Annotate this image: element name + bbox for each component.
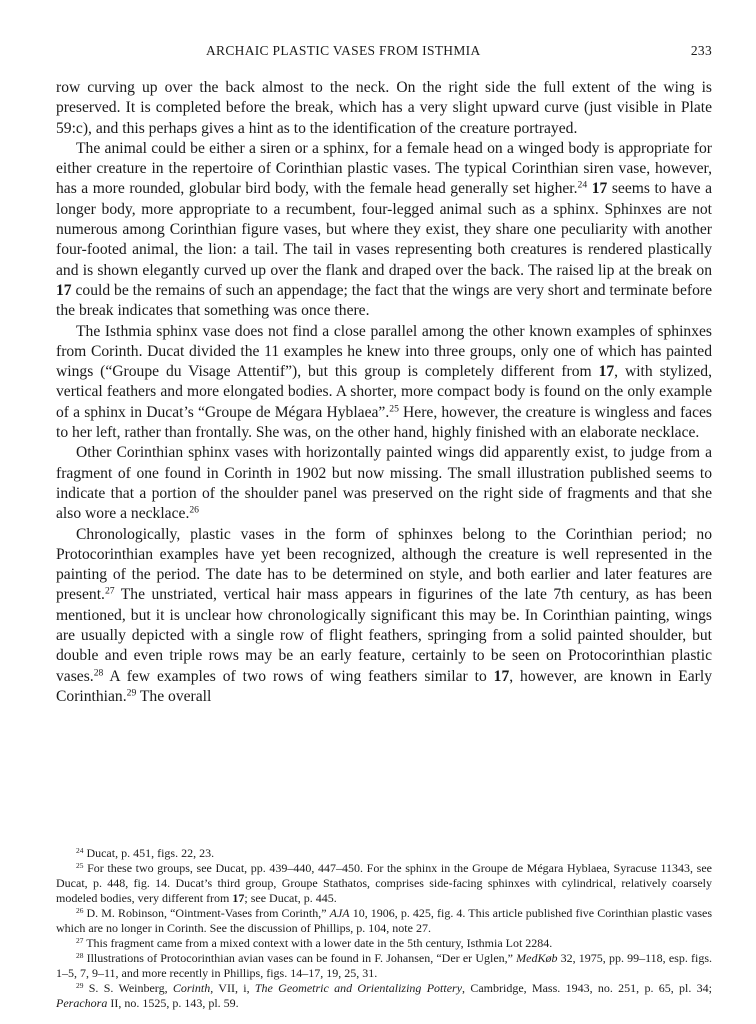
footnote-24	[56, 846, 712, 861]
footnote-ref-26: 26	[189, 504, 199, 516]
footnote-text: ; see Ducat, p. 445.	[244, 891, 337, 905]
p3-text-c: Here, however, the creature is wingless and faces to her left, rather than frontally. She was, on the other hand, highly finished with an elaborate necklace.	[56, 403, 712, 442]
catalogue-ref: 17	[591, 180, 608, 198]
footnote-29	[56, 981, 712, 1011]
footnote-text: 32, 1975, pp. 99–118, esp. figs. 1–5, 7, 9–11, and more recently in Phillips, figs. 14–17, 19, 25, 31.	[56, 951, 712, 980]
p2-text-a: The animal could be either a siren or a sphinx, for a female head on a winged body is appropriate for either creature in the repertoire of Corinthian plastic vases. The typical Corinthian siren vase, however, has a more rounded, globular bird body, with the female head generally set higher.	[56, 139, 712, 198]
footnotes	[56, 846, 712, 1011]
footnote-text: D. M. Robinson, “Ointment-Vases from Corinth,”	[83, 906, 330, 920]
running-title: ARCHAIC PLASTIC VASES FROM ISTHMIA	[206, 43, 481, 58]
p3-text-b: , with stylized, vertical feathers and more elongated bodies. A shorter, more compact body is found on the only example of a sphinx in Ducat’s “Groupe de Mégara Hyblaea”.	[56, 363, 712, 421]
footnote-number: 27	[76, 935, 84, 945]
footnote-ref-24: 24	[577, 180, 588, 192]
footnote-text: For these two groups, see Ducat, pp. 439–440, 447–450. For the sphinx in the Groupe de Mégara Hyblaea, Syracuse 11343, see Ducat, p. 448, fig. 14. Ducat’s third group, Groupe Stathatos, comprises side-facing sphinxes with cylindrical, relatively coarsely modeled bodies, very different from	[56, 861, 712, 905]
footnote-28	[56, 951, 712, 981]
footnote-number: 24	[76, 845, 84, 855]
p4-text-a: Other Corinthian sphinx vases with horizontally painted wings did apparently exist, to judge from a fragment of one found in Corinth in 1902 but now missing. The small illustration published seems to indicate that a portion of the shoulder panel was preserved on the right side of fragments and that she also wore a necklace.	[56, 444, 712, 523]
page-number: 233	[690, 43, 712, 58]
p2-text-c: could be the remains of such an appendage; the fact that the wings are very short and terminate before the break indicates that something was once there.	[56, 281, 712, 320]
p5-text-a: Chronologically, plastic vases in the form of sphinxes belong to the Corinthian period; no Protocorinthian examples have yet been recognized, although the creature is well represented in the painting of the period. The date has to be determined on style, and both earlier and later features are present.	[56, 525, 712, 604]
footnote-number: 29	[76, 980, 84, 990]
footnote-text: , VII, i,	[210, 981, 255, 995]
p5-text-b: The unstriated, vertical hair mass appears in figurines of the late 7th century, as has been mentioned, but it is unclear how chronologically significant this may be. In Corinthian painting, wings are usually depicted with a single row of flight feathers, springing from a solid painted shoulder, but double and even triple rows may be an early feature, certainly to be seen on Protocorinthian plastic vases.	[56, 586, 712, 685]
footnote-ref-25: 25	[389, 403, 399, 415]
footnote-text: II, no. 1525, p. 143, pl. 59.	[107, 996, 239, 1010]
footnote-27	[56, 936, 712, 951]
footnote-number: 25	[76, 860, 84, 870]
footnote-26	[56, 906, 712, 936]
footnote-text: This fragment came from a mixed context with a lower date in the 5th century, Isthmia Lot 2284.	[83, 936, 553, 950]
journal-title: MedKøb	[516, 951, 558, 965]
footnote-25	[56, 861, 712, 906]
footnote-text: S. S. Weinberg,	[83, 981, 173, 995]
book-title: The Geometric and Orientalizing Pottery	[254, 981, 463, 995]
p1-text: row curving up over the back almost to the neck. On the right side the full extent of the wing is preserved. It is completed before the break, which has a very slight upward curve (just visible in Plate 59:c), and this perhaps gives a hint as to the identification of the creature portrayed.	[56, 79, 712, 137]
footnote-text: Illustrations of Protocorinthian avian vases can be found in F. Johansen, “Der er Uglen,”	[83, 951, 517, 965]
footnote-number: 26	[76, 905, 84, 915]
journal-title: AJA	[329, 906, 350, 920]
paragraph-1	[56, 78, 712, 139]
footnote-text: Ducat, p. 451, figs. 22, 23.	[83, 846, 215, 860]
catalogue-ref: 17	[598, 363, 615, 381]
footnote-ref-29: 29	[126, 687, 137, 699]
footnote-ref-27: 27	[104, 586, 115, 598]
paragraph-5	[56, 525, 712, 708]
p2-text-b: seems to have a longer body, more appropriate to a recumbent, four-legged animal such as a sphinx. Sphinxes are not numerous among Corinthian figure vases, but where they exist, they share one peculiarity with another four-footed animal, the lion: a tail. The tail in vases representing both creatures is rendered plastically and is shown elegantly curved up over the flank and draped over the back. The raised lip at the break on	[56, 180, 712, 279]
p5-text-c: A few examples of two rows of wing feathers similar to	[103, 667, 494, 685]
catalogue-ref: 17	[493, 667, 510, 685]
footnote-number: 28	[76, 950, 84, 960]
catalogue-ref: 17	[56, 281, 72, 299]
p3-text-a: The Isthmia sphinx vase does not find a close parallel among the other known examples of sphinxes from Corinth. Ducat divided the 11 examples he knew into three groups, only one of which has painted wings (“Groupe du Visage Attentif”), but this group is completely different from	[56, 322, 712, 381]
paragraph-3	[56, 322, 712, 444]
book-title: Perachora	[56, 996, 108, 1010]
footnote-text: , Cambridge, Mass. 1943, no. 251, p. 65, pl. 34;	[462, 981, 712, 995]
running-head	[56, 43, 712, 63]
paragraph-2	[56, 139, 712, 322]
footnote-ref-28: 28	[93, 667, 104, 679]
paragraph-4	[56, 443, 712, 524]
p5-text-e: The overall	[136, 687, 212, 705]
body-text	[56, 78, 712, 707]
footnote-text: 10, 1906, p. 425, fig. 4. This article published five Corinthian plastic vases which are no longer in Corinth. See the discussion of Phillips, p. 104, note 27.	[56, 906, 712, 935]
p5-text-d: , however, are known in Early Corinthian.	[56, 667, 713, 705]
book-title: Corinth	[172, 981, 211, 995]
catalogue-ref: 17	[232, 891, 245, 905]
